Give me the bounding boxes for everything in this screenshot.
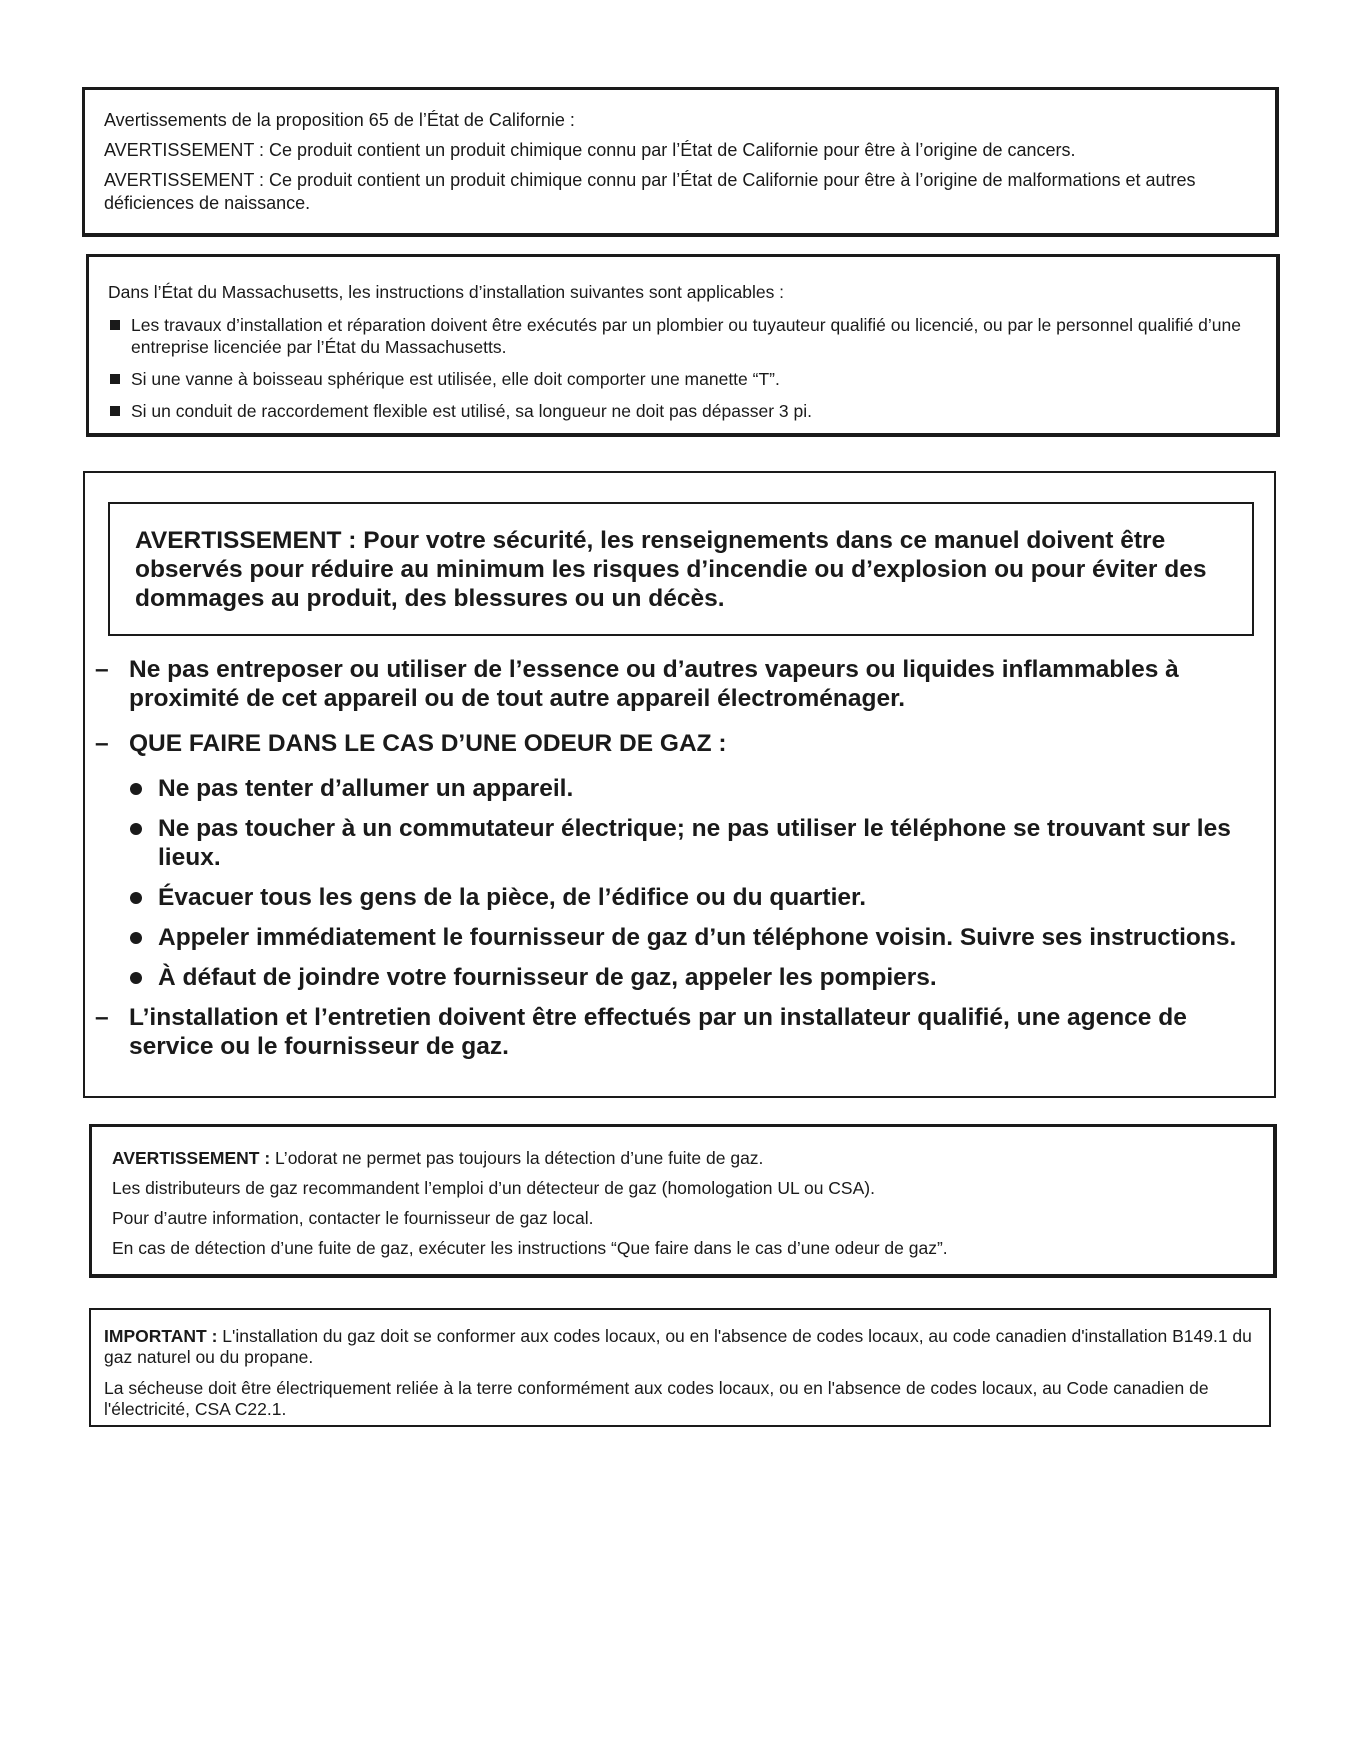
gas-detection-text: L’odorat ne permet pas toujours la détection d’une fuite de gaz. — [270, 1148, 764, 1168]
gas-detection-line — [112, 1147, 1255, 1169]
step-text: À défaut de joindre votre fournisseur de gaz, appeler les pompiers. — [158, 964, 937, 991]
list-item — [108, 368, 1258, 390]
safety-warning-box — [83, 471, 1276, 1098]
list-item — [95, 883, 1265, 912]
gas-detection-box — [89, 1124, 1277, 1278]
list-item — [95, 1003, 1265, 1061]
important-gas-text: L'installation du gaz doit se conformer aux codes locaux, ou en l'absence de codes locaux, au code canadien d'installation B149.1 du gaz naturel ou du propane. — [104, 1326, 1252, 1367]
bullet-dot-icon — [130, 932, 142, 944]
step-text: Appeler immédiatement le fournisseur de gaz d’un téléphone voisin. Suivre ses instructions. — [158, 924, 1237, 951]
dash-marker: – — [95, 656, 109, 683]
list-item — [95, 774, 1265, 803]
list-item — [95, 814, 1265, 872]
dash-marker: – — [95, 730, 109, 757]
safety-warning-headline: AVERTISSEMENT : Pour votre sécurité, les renseignements dans ce manuel doivent être observés pour réduire au minimum les risques d’incendie ou d’explosion ou pour éviter des dommages au produit, des blessures ou un décès. — [108, 502, 1254, 636]
square-bullet-icon — [110, 374, 120, 384]
gas-supplier-contact: Pour d’autre information, contacter le fournisseur de gaz local. — [112, 1208, 594, 1228]
warning-label: AVERTISSEMENT : — [112, 1148, 271, 1168]
list-item-text: Si un conduit de raccordement flexible est utilisé, sa longueur ne doit pas dépasser 3 pi. — [131, 401, 812, 421]
installation-text: L’installation et l’entretien doivent être effectués par un installateur qualifié, une agence de service ou le fournisseur de gaz. — [129, 1004, 1187, 1060]
list-item — [108, 400, 1258, 422]
massachusetts-list — [108, 314, 1258, 422]
dash-marker: – — [95, 1004, 109, 1031]
list-item — [108, 314, 1258, 358]
square-bullet-icon — [110, 406, 120, 416]
list-item — [95, 729, 1265, 758]
massachusetts-instructions-box — [86, 254, 1280, 437]
massachusetts-intro: Dans l’État du Massachusetts, les instructions d’installation suivantes sont applicables : — [108, 282, 785, 302]
square-bullet-icon — [110, 320, 120, 330]
california-warning-box — [82, 87, 1279, 237]
important-box — [89, 1308, 1271, 1427]
california-birth-defect-warning: AVERTISSEMENT : Ce produit contient un produit chimique connu par l’État de Californie pour être à l’origine de malformations et autres déficiences de naissance. — [104, 170, 1196, 213]
step-text: Ne pas toucher à un commutateur électrique; ne pas utiliser le téléphone se trouvant sur les lieux. — [158, 815, 1231, 871]
bullet-dot-icon — [130, 823, 142, 835]
gas-smell-steps — [95, 774, 1265, 992]
california-cancer-warning: AVERTISSEMENT : Ce produit contient un produit chimique connu par l’État de Californie pour être à l’origine de cancers. — [104, 140, 1076, 160]
important-gas-code — [104, 1326, 1255, 1368]
gas-leak-instructions: En cas de détection d’une fuite de gaz, exécuter les instructions “Que faire dans le cas d’une odeur de gaz”. — [112, 1238, 948, 1258]
list-item-text: Si une vanne à boisseau sphérique est utilisée, elle doit comporter une manette “T”. — [131, 369, 780, 389]
list-item — [95, 655, 1265, 713]
bullet-dot-icon — [130, 783, 142, 795]
gas-smell-title: QUE FAIRE DANS LE CAS D’UNE ODEUR DE GAZ : — [129, 730, 727, 757]
no-storage-text: Ne pas entreposer ou utiliser de l’essence ou d’autres vapeurs ou liquides inflammables à proximité de cet appareil ou de tout autre appareil électroménager. — [129, 656, 1179, 712]
safety-instructions-list — [95, 655, 1265, 1077]
bullet-dot-icon — [130, 972, 142, 984]
important-label: IMPORTANT : — [104, 1326, 218, 1346]
list-item-text: Les travaux d’installation et réparation doivent être exécutés par un plombier ou tuyauteur qualifié ou licencié, ou par le personnel qualifié d’une entreprise licenciée par l’État du Massachusetts. — [131, 315, 1242, 357]
list-item — [95, 923, 1265, 952]
gas-detector-recommendation: Les distributeurs de gaz recommandent l’emploi d’un détecteur de gaz (homologation UL ou CSA). — [112, 1178, 875, 1198]
step-text: Ne pas tenter d’allumer un appareil. — [158, 775, 574, 802]
important-ground-code: La sécheuse doit être électriquement reliée à la terre conformément aux codes locaux, ou en l'absence de codes locaux, au Code canadien de l'électricité, CSA C22.1. — [104, 1378, 1209, 1419]
bullet-dot-icon — [130, 892, 142, 904]
list-item — [95, 963, 1265, 992]
california-heading: Avertissements de la proposition 65 de l’État de Californie : — [104, 110, 575, 130]
step-text: Évacuer tous les gens de la pièce, de l’édifice ou du quartier. — [158, 884, 867, 911]
